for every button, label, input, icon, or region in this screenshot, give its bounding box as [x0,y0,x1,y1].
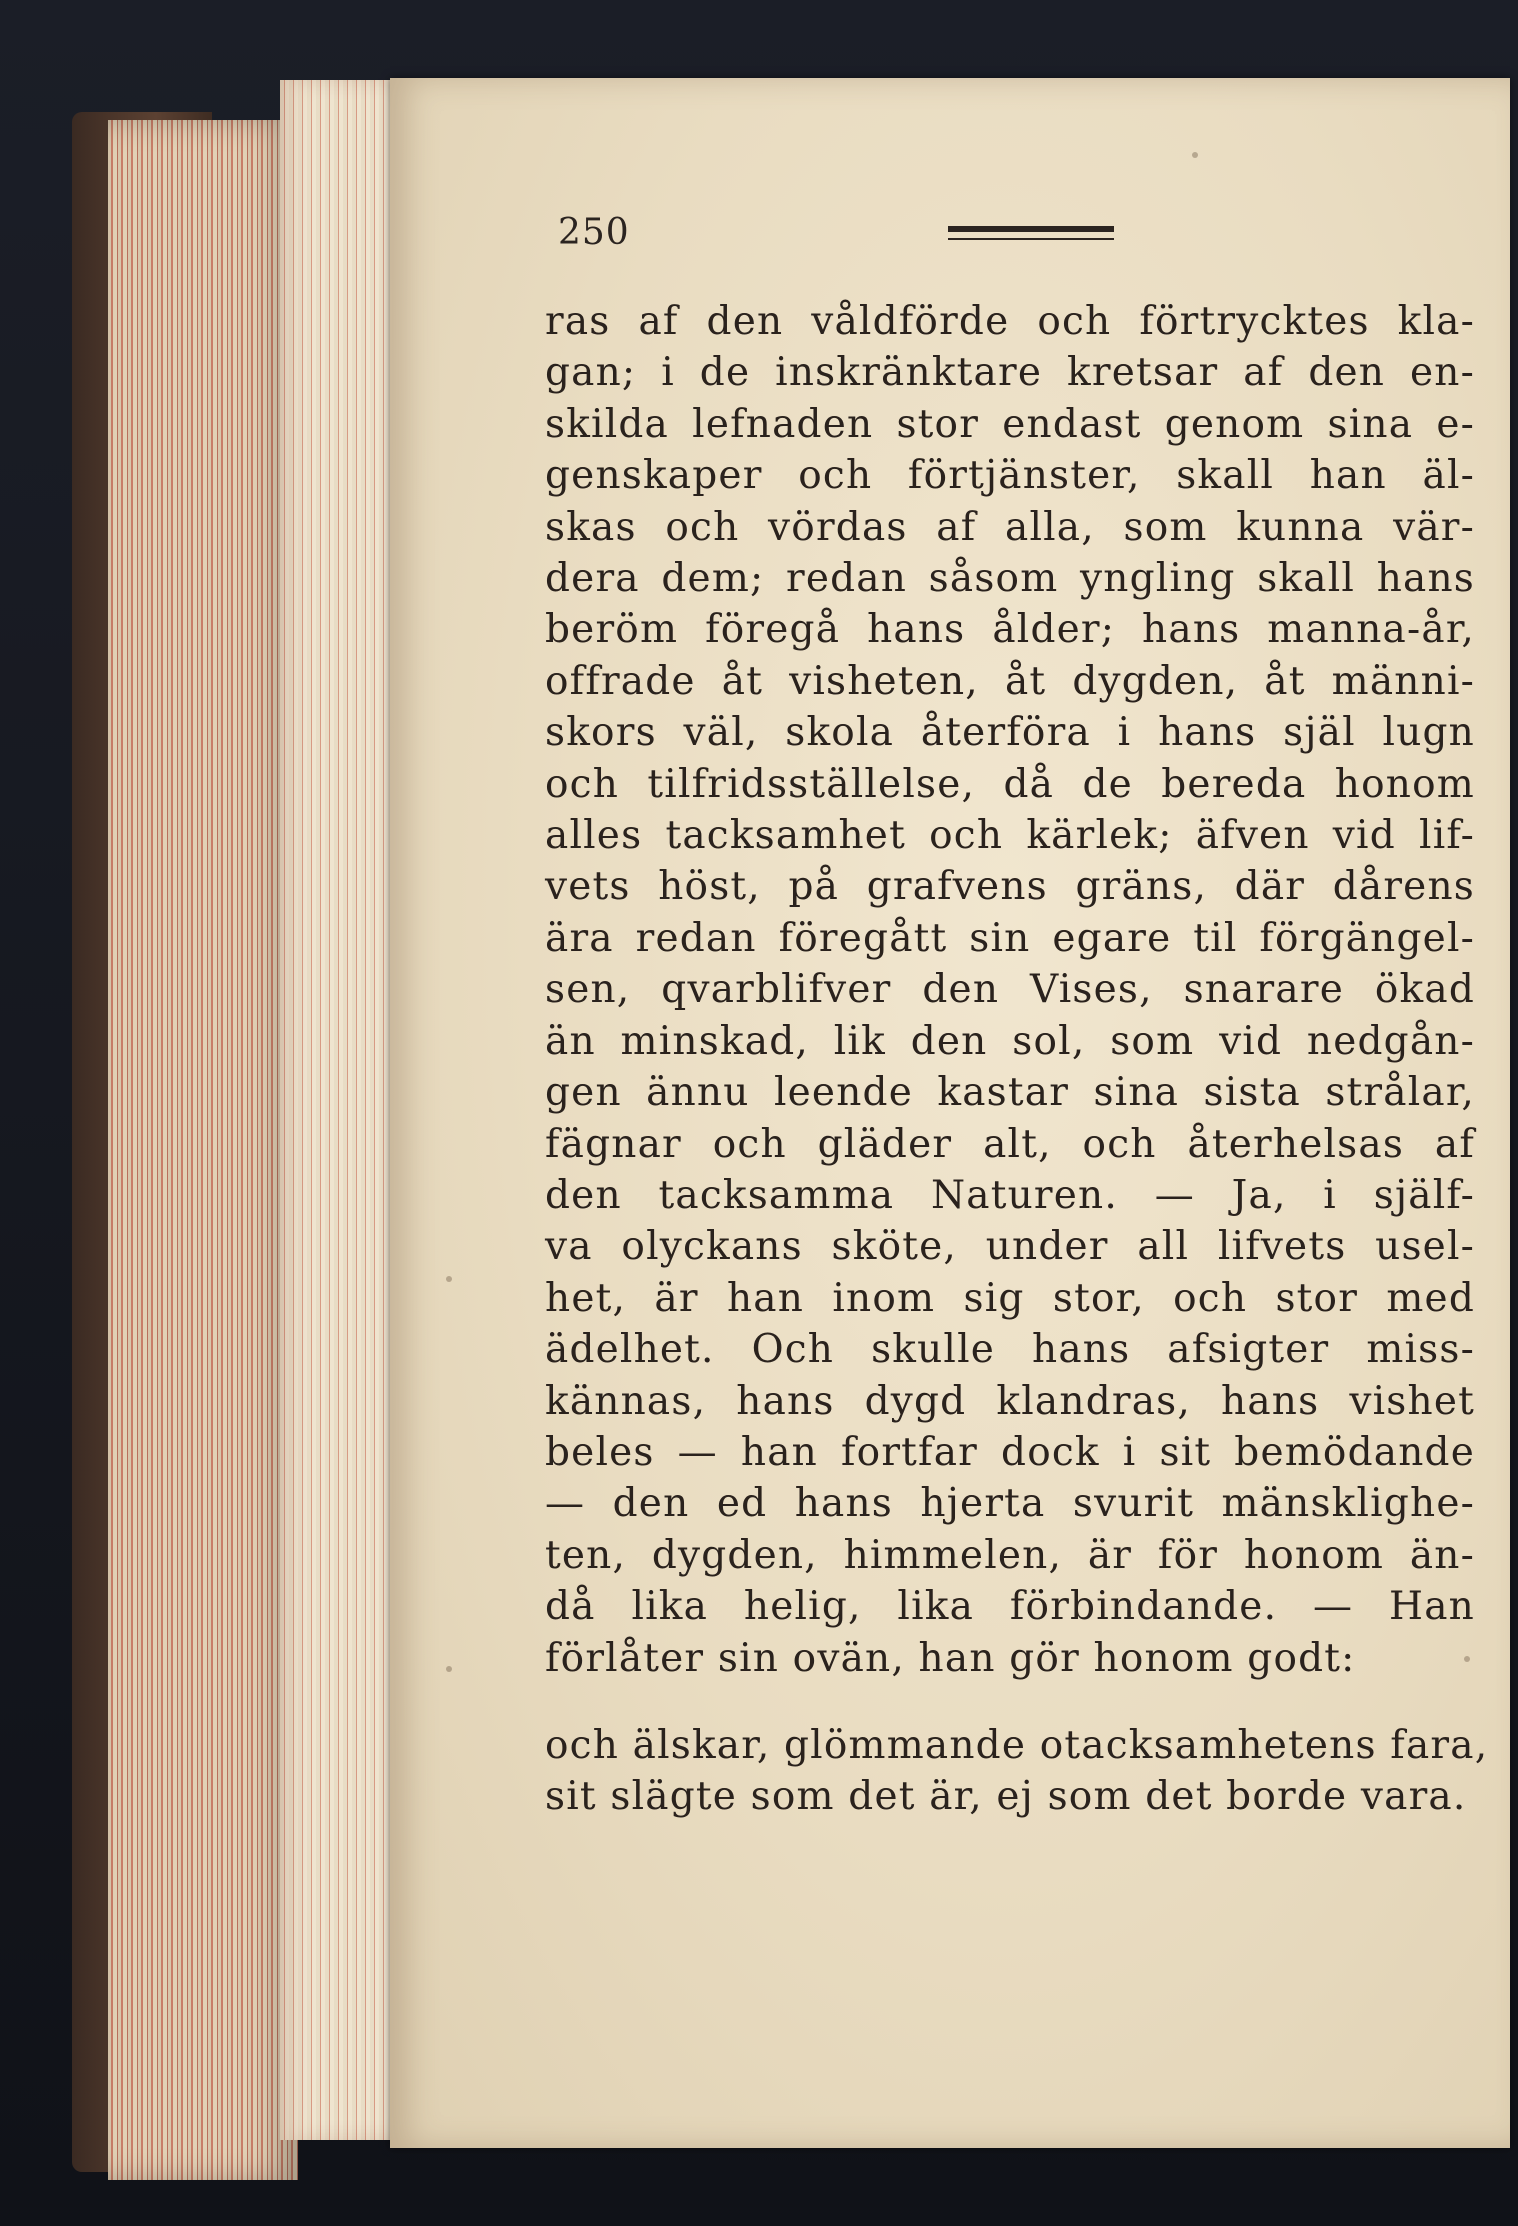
paper-spot [1192,152,1198,158]
paper-spot [446,1276,452,1282]
paragraph-gap [545,1684,1475,1720]
head-rule [948,226,1114,240]
text-line: gen ännu leende kastar sina sista strålar, [545,1070,1475,1116]
page-number: 250 [558,212,630,253]
text-line: het, är han inom sig stor, och stor med [545,1275,1475,1321]
text-line: dera dem; redan såsom yngling skall hans [545,556,1475,602]
page-edges [108,120,298,2180]
paper-spot [446,1666,452,1672]
text-line: förlåter sin ovän, han gör honom godt: [545,1635,1356,1681]
text-line: beles — han fortfar dock i sit bemödande [545,1429,1475,1475]
text-line: vets höst, på grafvens gräns, där dårens [545,864,1475,910]
text-line: skors väl, skola återföra i hans själ lugn [545,710,1475,756]
text-line: skas och vördas af alla, som kunna vär- [545,504,1475,550]
text-line: — den ed hans hjerta svurit mänsklighe- [545,1481,1475,1527]
paper-spot [1464,1656,1470,1662]
body-text [545,296,1489,1823]
text-line: alles tacksamhet och kärlek; äfven vid lif- [545,813,1475,859]
text-line: va olyckans sköte, under all lifvets usel- [545,1224,1475,1270]
text-line: och tilfridsställelse, då de bereda honom [545,761,1475,807]
text-line: beröm föregå hans ålder; hans manna-år, [545,607,1475,653]
text-line: den tacksamma Naturen. — Ja, i själf- [545,1172,1475,1218]
text-line: då lika helig, lika förbindande. — Han [545,1584,1475,1630]
text-line: ten, dygden, himmelen, är för honom än- [545,1532,1475,1578]
closing-line: och älskar, glömmande otacksamhetens fara, [545,1722,1489,1768]
text-line: genskaper och förtjänster, skall han äl- [545,453,1475,499]
closing-line: sit slägte som det är, ej som det borde vara. [545,1774,1467,1820]
text-line: ras af den våldförde och förtrycktes kla- [545,299,1475,344]
text-line: offrade åt visheten, åt dygden, åt männi- [545,658,1475,704]
text-line: sen, qvarblifver den Vises, snarare ökad [545,967,1475,1013]
text-line: ära redan föregått sin egare til förgängel- [545,915,1475,961]
text-line: än minskad, lik den sol, som vid nedgån- [545,1018,1475,1064]
text-line: kännas, hans dygd klandras, hans vishet [545,1378,1475,1424]
text-line: fägnar och gläder alt, och återhelsas af [545,1121,1475,1167]
text-line: skilda lefnaden stor endast genom sina e- [545,401,1475,447]
text-line: ädelhet. Och skulle hans afsigter miss- [545,1327,1475,1373]
page-edges-inner [280,80,400,2140]
text-line: gan; i de inskränktare kretsar af den en- [545,350,1475,396]
